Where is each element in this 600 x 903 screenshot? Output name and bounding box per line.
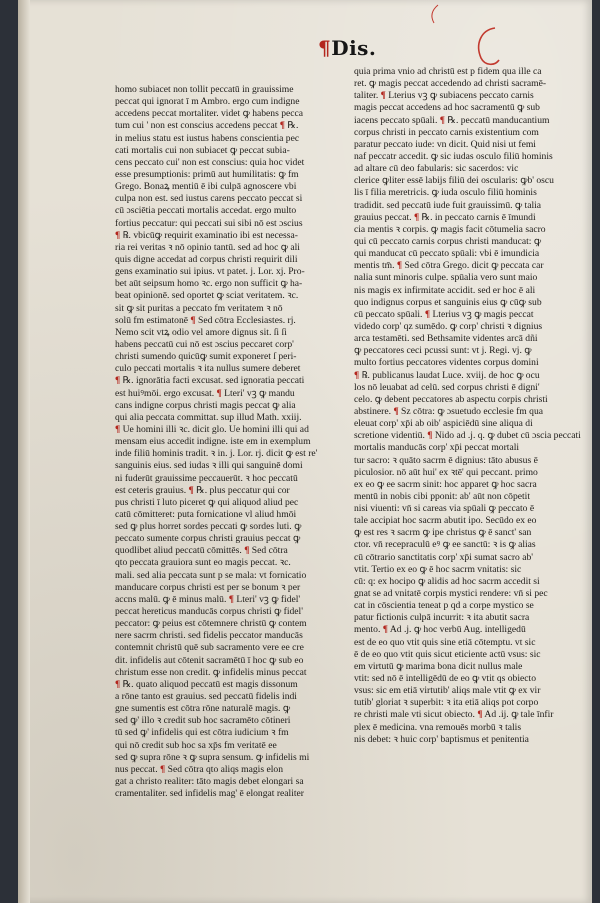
pilcrow-icon: ¶ <box>190 314 196 326</box>
text-line: tū sed ꝙ' infidelis qui est cōtra iudicium ꝛ fm <box>115 727 289 739</box>
text-line: lis ī filia meretricis. ꝙ iuda osculo filiū hominis <box>354 187 537 199</box>
pilcrow-icon: ¶ <box>439 114 445 126</box>
text-line: qui nō credit sub hoc sa xp̄s fm veritatē ee <box>115 739 277 751</box>
text-line: cū cōtrario sanctitatis corp' xp̄i sumat sacro ab' <box>354 551 534 563</box>
text-line: re christi male vti sicut obiecto. ¶ Ad .ij. ꝙ tale īnfir <box>354 709 554 721</box>
text-line: peccat hereticus manducās corpus christi ꝙ fidel' <box>115 606 303 618</box>
text-line: tum cui ' non est conscius accedens peccat ¶ ℞. <box>115 120 299 132</box>
pilcrow-icon: ¶ <box>413 211 420 223</box>
text-line: est de eo quo vtit quis sine etiā cōtemptu. vt sic <box>354 636 536 648</box>
text-line: qui cū peccato carnis corpus christi manducat: ꝙ <box>354 235 542 247</box>
text-line: tur sacro: ꝛ quāto sacrm ē dignius: tāto abusus ē <box>354 454 538 466</box>
text-line: abstinere. ¶ Sz cōtra: ꝙ ɔsuetudo ecclesie fm qua <box>354 405 544 417</box>
text-line: inde filiū hominis tradit. ꝛ in. j. Lor. rj. dicit ꝙ est re' <box>115 448 318 460</box>
text-line: arca testamēti. sed Bethsamite videntes arcā dñi <box>354 333 538 345</box>
text-line: esse presumptionis: primū aut humilitatis: ꝙ fm <box>115 168 299 180</box>
text-line: ni fuderūt grauissime peccauerūt. ꝛ hoc peccatū <box>115 472 298 484</box>
text-line: nalia sunt minoris culpe. spūalia vero sunt maio <box>354 272 538 284</box>
pilcrow-icon: ¶ <box>115 229 121 241</box>
text-line: cū ɔsciētia peccati mortalis accedat. ergo multo <box>115 205 297 217</box>
pilcrow-icon: ¶ <box>380 90 386 102</box>
text-line: paratur peccato iude: vn dicit. Quid nisi ut femi <box>354 138 536 150</box>
text-line: nisi viuenti: vn̄ si careas via spūali ꝙ peccato ē <box>354 503 535 515</box>
text-line: ria rei veritas ꝛ nō opinio tantū. sed ad hoc ꝙ ali <box>115 241 300 253</box>
text-line: christum esse non credit. ꝙ infidelis minus peccat <box>115 666 307 678</box>
pilcrow-icon: ¶ <box>396 260 403 272</box>
text-line: celo. ꝙ debent peccatores ab aspectu corpis christi <box>354 393 548 405</box>
text-line: clerice ꝙliter essē labijs filiū dei oscularis: ꝙb' oscu <box>354 175 554 187</box>
page-title: Dis. <box>331 36 377 60</box>
text-line: ctor. vn̄ recepraculū eꝰ ꝙ ee sanctū: ꝛ is ꝙ alias <box>354 539 536 551</box>
text-line: videdo corp' qz sumēdo. ꝙ corp' christi ꝛ dignius <box>354 320 543 332</box>
text-line: Grego. Bonaꝝ mentiū ē ibi culpā agnoscere vbi <box>115 181 297 193</box>
pilcrow-icon: ¶ <box>477 709 483 721</box>
text-line: tutib' gloriat ꝛ superbit: ꝛ ita etiā aliqs pot corpo <box>354 697 539 709</box>
text-line: ¶ Ue homini illi ꝛc. dicit glo. Ue homini illi qui ad <box>115 423 309 435</box>
text-line: mensam eius accedit indigne. iste em in exemplum <box>115 436 311 448</box>
text-line: piculosior. nō aūt hui' ex ꝛtē' qui peccant. primo <box>354 466 538 478</box>
text-line: mortalis manducās corp' xp̄i peccat mortali <box>354 442 520 454</box>
pilcrow-icon: ¶ <box>115 423 121 435</box>
text-line: gne sumentis est cōtra rōne naturalē magis. ꝙ <box>115 703 291 715</box>
pilcrow-icon: ¶ <box>228 593 234 605</box>
text-line: quis digne accedat ad corpus christi requirit dili <box>115 253 298 265</box>
text-line: gens examinatio sui ipius. vt patet. j. Lor. xj. Pro- <box>115 266 305 278</box>
pilcrow-icon: ¶ <box>393 405 399 417</box>
text-line: los nō leuabat ad celū. sed corpus christi ē digni' <box>354 381 540 393</box>
text-line: christi sumendo quicūꝙ sumit exponeret ſ peri- <box>115 351 297 363</box>
text-line: in melius statu est iustus habens conscientia pec <box>115 132 300 144</box>
pilcrow-icon: ¶ <box>382 624 388 636</box>
text-line: qto peccata grauiora sunt eo magis peccat. ꝛc. <box>115 557 291 569</box>
pilcrow-icon: ¶ <box>424 308 431 320</box>
red-flourish-mark <box>426 4 442 24</box>
text-line: a rōne tanto est grauius. sed peccatū fidelis indi <box>115 691 297 703</box>
text-line: tradidit. sed peccatū iude fuit grauissimū. ꝙ talia <box>354 199 542 211</box>
text-line: multo fortius peccatores videntes corpus domini <box>354 357 539 369</box>
text-line: tale accipiat hoc sacrm abutit ipo. Secūdo ex eo <box>354 515 537 527</box>
text-line: quia prima vnio ad christū est p fidem qua ille ca <box>354 66 542 77</box>
text-line: ¶ ℞. quato aliquod peccatū est magis dissonum <box>115 678 298 690</box>
text-line: nere sacrm christi. sed fidelis peccator manducās <box>115 630 303 642</box>
text-line: naf peccatr accedit. ꝙ sic iudas osculo filiū hominis <box>354 150 553 162</box>
text-line: fortius peccatur: qui peccati sui sibi nō est ɔscius <box>115 217 303 229</box>
text-line: dit. infidelis aut cōtenit sacramētū ī hoc ꝙ sub eo <box>115 654 304 666</box>
text-line: sed ꝙ plus horret sordes peccati ꝙ sordes luti. ꝙ <box>115 521 302 533</box>
text-line: sed ꝙ supra rōne ꝛ ꝙ supra sensum. ꝙ infidelis mi <box>115 751 310 763</box>
pilcrow-icon: ¶ <box>115 375 121 387</box>
text-line: accedens peccat mortaliter. videt ꝙ habens pecca <box>115 108 304 120</box>
text-line: culo peccati mortalis ꝛ ita nullus sumere deberet <box>115 363 301 375</box>
text-line: gnat se ad vnitatē corpis mystici rendere: vn̄ si pec <box>354 588 548 600</box>
text-line: ad altare cū deo fabularis: sic sacerdos: vic <box>354 163 519 175</box>
pilcrow-icon: ¶ <box>115 678 121 690</box>
text-line: vtit: sed nō ē intelligēdū de eo ꝙ vtit qs obiecto <box>354 673 536 685</box>
text-line: pus christi ī luto piceret ꝙ qui aliquod aliud pec <box>115 496 299 508</box>
text-line: cens peccato cui' non est conscius: quia hoc videt <box>115 156 305 168</box>
text-line: peccato sumente corpus christi grauius peccat ꝙ <box>115 533 301 545</box>
pilcrow-icon: ¶ <box>160 763 166 775</box>
text-line: vtit. Tertio ex eo ꝙ ē hoc sacrm vnitatis: sic <box>354 563 522 575</box>
text-line: beat opinionē. sed oportet ꝙ sciat veritatem. ꝛc. <box>115 290 299 302</box>
text-line: ¶ ℞. ignorātia facti excusat. sed ignoratia peccati <box>115 375 305 387</box>
text-line: ¶ ℞. vbicūꝙ requirit examinatio ibi est necessa- <box>115 229 298 241</box>
text-line: cans indigne corpus christi magis peccat ꝙ alia <box>115 399 296 411</box>
text-line: contemnit christū quē sub sacramento vere ee cre <box>115 642 304 654</box>
text-line: ex eo ꝙ ee sacrm sinit: hoc apparet ꝙ hoc sacra <box>354 478 537 490</box>
text-line: ret. ꝙ magis peccat accedendo ad christi sacramē- <box>354 78 547 90</box>
text-line: manducare corpus christi est per se bonum ꝛ per <box>115 581 301 593</box>
pilcrow-icon: ¶ <box>318 36 332 60</box>
text-line: ¶ ℞. publicanus laudat Luce. xviij. de hoc ꝙ ocu <box>354 369 540 381</box>
text-line: em virtutū ꝙ marima bona dicit nullus male <box>354 660 523 672</box>
text-line: ꝙ est res ꝛ sacrm ꝙ ipe christus ꝙ ē sanct' san <box>354 527 532 539</box>
text-line: scretione videntiū. ¶ Nido ad .j. q. ꝙ dubet cū ɔscia peccati <box>354 430 581 442</box>
text-line: peccat qui ignorat ī m Ambro. ergo cum indigne <box>115 96 300 108</box>
pilcrow-icon: ¶ <box>216 387 222 399</box>
text-line: est ceteris grauius. ¶ ℞. plus peccatur qui cor <box>115 484 290 496</box>
text-line: nis magis ex infirmitate accidit. sed er hoc ē ali <box>354 284 536 296</box>
text-line: ē de eo quo vtit quis sicut eticiente actū vsus: sic <box>354 648 541 660</box>
text-line: gat a christo realiter: tāto magis debet elongari sa <box>115 776 304 788</box>
text-line: quo indignus corpus et sanguinis eius ꝙ cūꝙ sub <box>354 296 542 308</box>
text-line: qui manducat cū peccato spūali: vbi ē imundicia <box>354 248 540 260</box>
text-line: solū fm estimatonē ¶ Sed cōtra Ecclesiastes. rj. <box>115 314 296 326</box>
text-line: cū: q: ex hocipo ꝙ alidis ad hoc sacrm accedit si <box>354 575 540 587</box>
text-line: vsus: sic em etiā virtutib' aliqs male vtit ꝙ ex vir <box>354 685 541 697</box>
text-line: cia mentis ꝛ corpis. ꝙ magis facit cōtumelia sacro <box>354 223 546 235</box>
text-line: qui alia peccata committat. sup illud Math. xxiij. <box>115 411 302 423</box>
pilcrow-icon: ¶ <box>244 545 250 557</box>
text-line: mali. sed alia peccata sunt p se mala: vt fornicatio <box>115 569 307 581</box>
red-initial-curl-icon <box>473 24 503 68</box>
text-line: cati mortalis cui non subiacet ꝙ peccat subia- <box>115 144 290 156</box>
pilcrow-icon: ¶ <box>354 369 360 381</box>
page-header <box>318 36 376 60</box>
text-column-left <box>115 84 340 800</box>
text-line: iacens peccato spūali. ¶ ℞. peccatū manducantium <box>354 114 550 126</box>
pilcrow-icon: ¶ <box>279 120 285 132</box>
text-column-right <box>354 66 584 746</box>
text-line: Nemo scit vtꝝ odio vel amore dignus sit. ſi ſi <box>115 326 287 338</box>
text-line: nus peccat. ¶ Sed cōtra qto aliqs magis elon <box>115 763 283 775</box>
text-line: culpa non est. sed iustus carens peccato peccat si <box>115 193 303 205</box>
text-line: peccator: ꝙ peius est cōtemnere christū ꝙ contem <box>115 618 307 630</box>
text-line: homo subiacet non tollit peccatū in grauissime <box>115 84 294 95</box>
text-line: cū peccato spūali. ¶ Lterius vꝫ ꝙ magis peccat <box>354 308 534 320</box>
text-line: eleuat corp' xp̄i ab oib' aspiciēdū sine aliqua di <box>354 418 533 430</box>
manuscript-page <box>18 0 592 903</box>
pilcrow-icon: ¶ <box>188 484 194 496</box>
text-line: bet aūt seipsum homo ꝛc. ergo non sufficit ꝙ ha- <box>115 278 303 290</box>
text-line: plex ē medicina. vna remouēs morbū ꝛ talis <box>354 721 522 733</box>
text-line: cramentaliter. sed infidelis mag' ē elongat realiter <box>115 788 304 800</box>
text-line: grauius peccat. ¶ ℞. in peccato carnis ē īmundi <box>354 211 536 223</box>
text-line: nis debet: ꝛ huic corp' baptismus et penitentia <box>354 733 529 745</box>
page-gutter <box>18 0 30 903</box>
text-line: sed ꝙ' illo ꝛ credit sub hoc sacramēto cōtineri <box>115 715 291 727</box>
text-line: mentū in nobis cibi pponit: ab' aūt non cōpetit <box>354 490 530 502</box>
text-line: accns malū. ꝙ ē minus malū. ¶ Lteri' vꝫ ꝙ fidel' <box>115 593 301 605</box>
text-line: catū cōmitteret: puta fornicatione vl aliud hmōi <box>115 508 297 520</box>
text-line: ꝙ peccatores ceci pcussi sunt: vt j. Regi. vj. ꝙ <box>354 345 532 357</box>
text-line: habens peccatū cui nō est ɔscius peccaret corp' <box>115 338 294 350</box>
text-line: quodlibet aliud peccatū cōmittēs. ¶ Sed cōtra <box>115 545 288 557</box>
text-line: est huiꝰmōi. ergo excusat. ¶ Lteri' vꝫ ꝙ mandu <box>115 387 295 399</box>
text-line: mentis tm̄. ¶ Sed cōtra Grego. dicit ꝙ peccata car <box>354 260 544 272</box>
text-line: sanguinis eius. sed iudas ꝛ illi qui sanguinē domi <box>115 460 303 472</box>
text-line: patur fictionis culpā incurrit: ꝛ ita abutit sacra <box>354 612 530 624</box>
text-line: magis peccat accedens ad hoc sacramentū ꝙ sub <box>354 102 540 114</box>
text-line: cat in cōscientia teneat p qd a corpe mystico se <box>354 600 534 612</box>
text-line: sit ꝙ sit puritas a peccato fm veritatem ꝛ nō <box>115 302 283 314</box>
text-line: mento. ¶ Ad .j. ꝙ hoc verbū Aug. intelligedū <box>354 624 526 636</box>
text-line: corpus christi in peccato carnis existentium com <box>354 126 539 138</box>
pilcrow-icon: ¶ <box>427 430 433 442</box>
text-line: taliter. ¶ Lterius vꝫ ꝙ subiacens peccato carnis <box>354 90 534 102</box>
